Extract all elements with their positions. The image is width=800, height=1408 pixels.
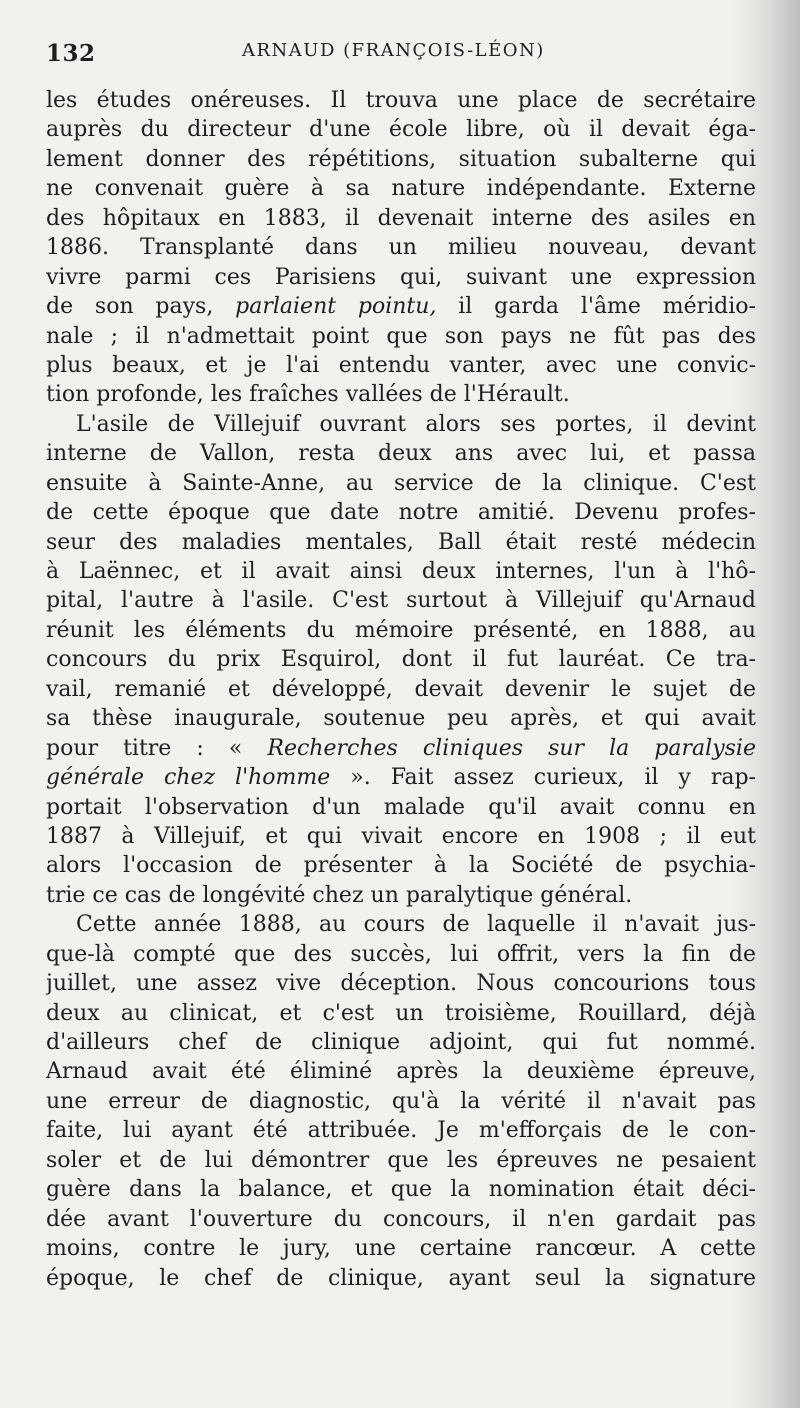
text-line xyxy=(46,233,756,262)
text-segment: soler et de lui démontrer que les épreuves ne pesaient xyxy=(46,1147,756,1173)
text-segment: moins, contre le jury, une certaine rancœur. A cette xyxy=(46,1236,756,1262)
text-line xyxy=(46,439,756,468)
text-line xyxy=(46,969,756,998)
italic-segment: générale chez l'homme xyxy=(46,765,331,791)
text-line xyxy=(46,380,756,409)
text-segment: Arnaud avait été éliminé après la deuxième épreuve, xyxy=(46,1059,756,1085)
text-segment: réunit les éléments du mémoire présenté, en 1888, au xyxy=(46,617,756,643)
text-line xyxy=(46,174,756,203)
running-head: ARNAUD (FRANÇOIS-LÉON) xyxy=(242,40,545,61)
text-line xyxy=(46,910,756,939)
text-segment: de son pays, xyxy=(46,294,236,320)
text-line xyxy=(46,498,756,527)
text-segment: portait l'observation d'un malade qu'il avait connu en xyxy=(46,794,756,820)
text-segment: d'ailleurs chef de clinique adjoint, qui fut nommé. xyxy=(46,1030,756,1055)
text-segment: deux au clinicat, et c'est un troisième, Rouillard, déjà xyxy=(46,1000,756,1026)
text-segment: ensuite à Sainte-Anne, au service de la clinique. C'est xyxy=(46,470,756,496)
text-line xyxy=(46,940,756,969)
text-line xyxy=(46,322,756,351)
text-line xyxy=(46,616,756,645)
text-segment: plus beaux, et je l'ai entendu vanter, avec une convic- xyxy=(46,352,756,378)
text-segment: seur des maladies mentales, Ball était resté médecin xyxy=(46,529,756,555)
text-line xyxy=(46,115,756,144)
page-number: 132 xyxy=(46,40,96,67)
text-segment: époque, le chef de clinique, ayant seul la signature xyxy=(46,1265,756,1291)
text-line xyxy=(46,645,756,674)
text-segment: sa thèse inaugurale, soutenue peu après, et qui avait xyxy=(46,706,756,732)
text-segment: vail, remanié et développé, devait devenir le sujet de xyxy=(46,676,756,702)
text-line xyxy=(46,1116,756,1145)
text-line xyxy=(46,763,756,792)
text-segment: 1886. Transplanté dans un milieu nouveau, devant xyxy=(46,235,756,261)
text-segment: ne convenait guère à sa nature indépendante. Externe xyxy=(46,176,756,202)
page-header xyxy=(46,40,756,76)
text-segment: de cette époque que date notre amitié. Devenu profes- xyxy=(46,500,756,526)
text-line xyxy=(46,1146,756,1175)
text-line xyxy=(46,263,756,292)
text-line xyxy=(46,145,756,174)
text-line xyxy=(46,410,756,439)
text-line xyxy=(46,557,756,586)
text-segment: ». Fait assez curieux, il y rap- xyxy=(330,765,756,791)
text-line xyxy=(46,822,756,851)
italic-segment: Recherches cliniques sur la paralysie xyxy=(267,735,756,761)
text-line xyxy=(46,675,756,704)
text-line xyxy=(46,351,756,380)
text-line xyxy=(46,999,756,1028)
text-line xyxy=(46,1057,756,1086)
text-line xyxy=(46,204,756,233)
text-segment: nale ; il n'admettait point que son pays ne fût pas des xyxy=(46,323,756,349)
text-line xyxy=(46,1264,756,1293)
text-segment: il garda l'âme méridio- xyxy=(436,294,756,320)
body-text xyxy=(46,86,756,1293)
text-line xyxy=(46,1028,756,1057)
text-segment: 1887 à Villejuif, et qui vivait encore en 1908 ; il eut xyxy=(46,823,756,849)
text-line xyxy=(46,851,756,880)
text-segment: juillet, une assez vive déception. Nous concourions tous xyxy=(46,971,756,997)
text-segment: interne de Vallon, resta deux ans avec lui, et passa xyxy=(46,441,756,467)
text-line xyxy=(46,292,756,321)
text-segment: des hôpitaux en 1883, il devenait interne des asiles en xyxy=(46,205,756,231)
text-segment: que-là compté que des succès, lui offrit, vers la fin de xyxy=(46,941,756,967)
text-line xyxy=(46,704,756,733)
text-line xyxy=(46,793,756,822)
text-segment: à Laënnec, et il avait ainsi deux internes, l'un à l'hô- xyxy=(46,559,756,584)
text-segment: tion profonde, les fraîches vallées de l'Hérault. xyxy=(46,382,570,408)
text-segment: vivre parmi ces Parisiens qui, suivant une expression xyxy=(46,264,756,290)
text-segment: trie ce cas de longévité chez un paralytique général. xyxy=(46,882,633,908)
text-segment: les études onéreuses. Il trouva une place de secrétaire xyxy=(46,88,756,113)
text-line xyxy=(46,469,756,498)
text-line xyxy=(46,734,756,763)
text-line xyxy=(46,586,756,615)
text-segment: guère dans la balance, et que la nomination était déci- xyxy=(46,1177,756,1203)
text-segment: une erreur de diagnostic, qu'à la vérité il n'avait pas xyxy=(46,1088,756,1114)
text-line xyxy=(46,86,756,115)
text-segment: dée avant l'ouverture du concours, il n'en gardait pas xyxy=(46,1206,756,1232)
italic-segment: parlaient pointu, xyxy=(235,294,437,320)
text-segment: faite, lui ayant été attribuée. Je m'efforçais de le con- xyxy=(46,1118,756,1144)
text-line xyxy=(46,1175,756,1204)
text-line xyxy=(46,1205,756,1234)
text-segment: lement donner des répétitions, situation subalterne qui xyxy=(46,146,756,172)
text-line xyxy=(46,528,756,557)
text-line xyxy=(46,881,756,910)
text-segment: Cette année 1888, au cours de laquelle il n'avait jus- xyxy=(76,912,756,938)
text-segment: alors l'occasion de présenter à la Société de psychia- xyxy=(46,853,756,879)
text-segment: L'asile de Villejuif ouvrant alors ses portes, il devint xyxy=(76,411,756,437)
text-segment: pour titre : « xyxy=(46,735,268,761)
text-segment: pital, l'autre à l'asile. C'est surtout à Villejuif qu'Arnaud xyxy=(46,588,756,614)
text-line xyxy=(46,1087,756,1116)
text-line xyxy=(46,1234,756,1263)
text-segment: concours du prix Esquirol, dont il fut lauréat. Ce tra- xyxy=(46,647,756,673)
text-segment: auprès du directeur d'une école libre, où il devait éga- xyxy=(46,117,756,143)
